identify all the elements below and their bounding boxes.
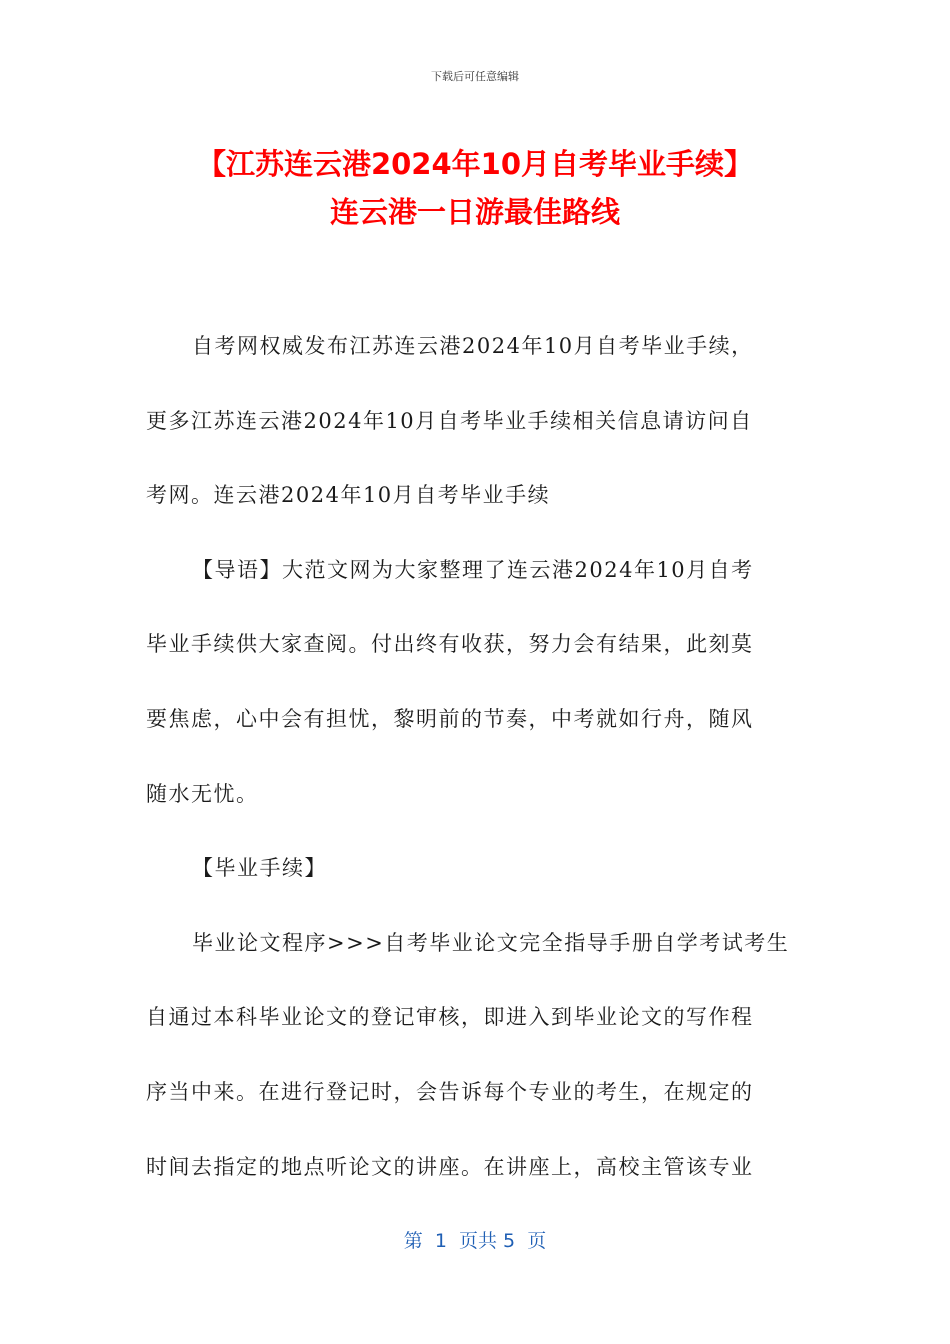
header-note: 下载后可任意编辑 bbox=[431, 70, 519, 83]
paragraph-line: 【导语】大范文网为大家整理了连云港2024年10月自考 bbox=[192, 557, 754, 582]
title-line-2: 连云港一日游最佳路线 bbox=[329, 195, 620, 229]
page-number-footer: 第 1 页共 5 页 bbox=[403, 1230, 547, 1252]
paragraph-line: 毕业论文程序>>>自考毕业论文完全指导手册自学考试考生 bbox=[192, 930, 790, 955]
paragraph-line: 随水无忧。 bbox=[146, 781, 259, 806]
document-body bbox=[146, 309, 806, 1204]
paragraph-line: 更多江苏连云港2024年10月自考毕业手续相关信息请访问自 bbox=[146, 408, 753, 433]
paragraph-line: 自考网权威发布江苏连云港2024年10月自考毕业手续， bbox=[192, 334, 754, 358]
paragraph-line: 时间去指定的地点听论文的讲座。在讲座上，高校主管该专业 bbox=[146, 1154, 754, 1179]
paragraph-line: 毕业手续供大家查阅。付出终有收获，努力会有结果，此刻莫 bbox=[146, 632, 754, 657]
paragraph-line: 序当中来。在进行登记时，会告诉每个专业的考生，在规定的 bbox=[146, 1079, 754, 1104]
document-title bbox=[60, 140, 890, 236]
section-heading: 【毕业手续】 bbox=[192, 856, 327, 881]
paragraph-line: 考网。连云港2024年10月自考毕业手续 bbox=[146, 483, 551, 508]
paragraph-line: 要焦虑，心中会有担忧，黎明前的节奏，中考就如行舟，随风 bbox=[146, 706, 754, 731]
paragraph-line: 自通过本科毕业论文的登记审核，即进入到毕业论文的写作程 bbox=[146, 1005, 754, 1030]
title-line-1: 【江苏连云港2024年10月自考毕业手续】 bbox=[196, 147, 754, 181]
